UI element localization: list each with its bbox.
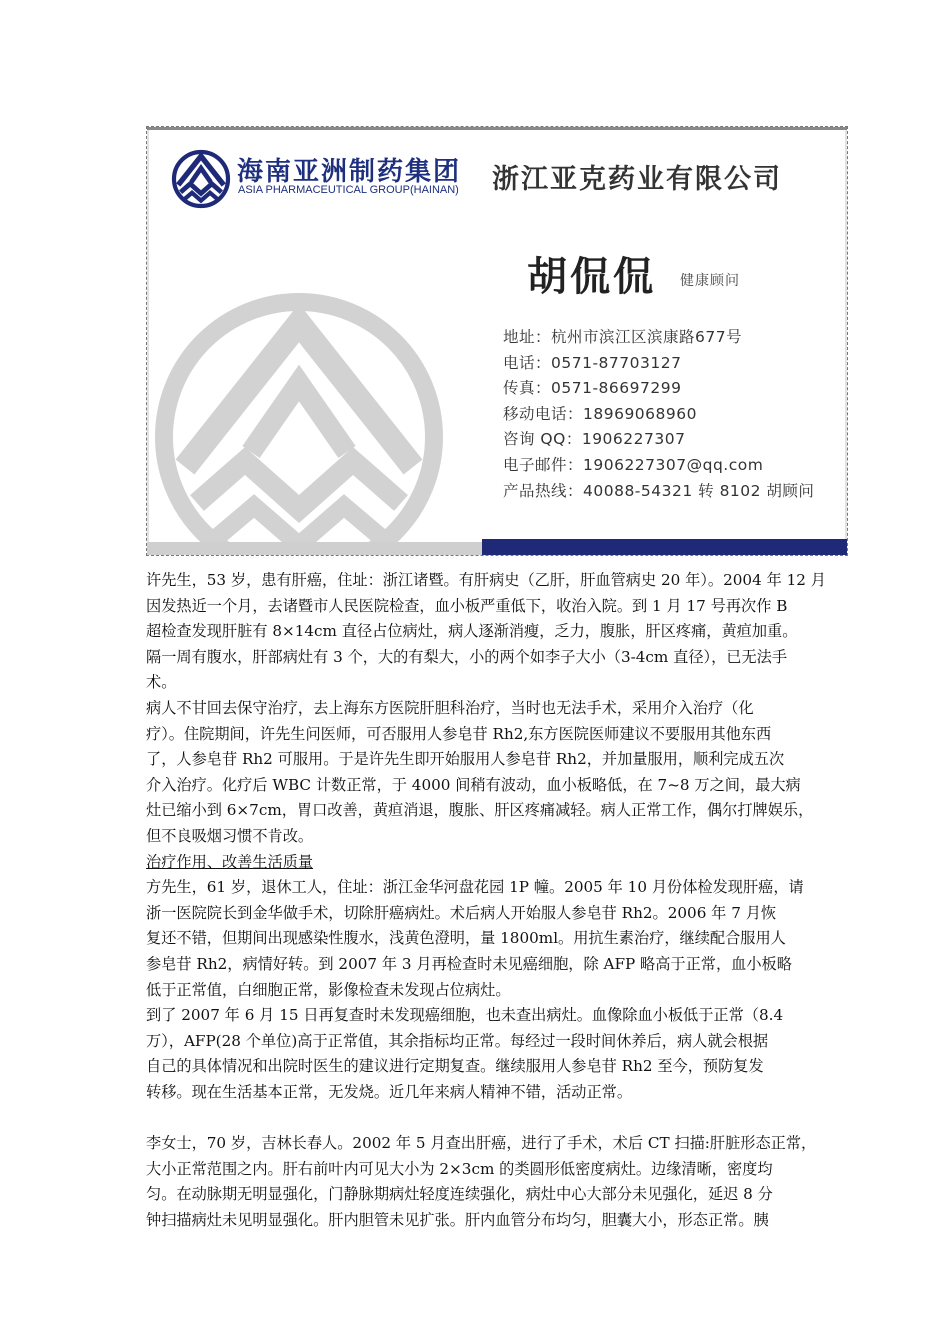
text-line: 方先生，61 岁，退休工人，住址：浙江金华河盘花园 1P 幢。2005 年 10 月份体检发现肝癌，请: [146, 878, 804, 897]
contact-list: [503, 325, 814, 504]
contact-address: 地址：杭州市滨江区滨康路677号: [503, 328, 743, 346]
text-line: 到了 2007 年 6 月 15 日再复查时未发现癌细胞，也未查出病灶。血像除血小板低于正常（8.4: [146, 1006, 784, 1025]
card-bottom-navy-bar: [482, 539, 847, 555]
text-line: 术。: [146, 673, 177, 692]
text-line: 大小正常范围之内。肝右前叶内可见大小为 2×3cm 的类圆形低密度病灶。边缘清晰，密度均: [146, 1159, 773, 1178]
article-body: [146, 568, 836, 1233]
card-bottom-gray-bar: [147, 542, 482, 555]
text-line: 复还不错，但期间出现感染性腹水，浅黄色澄明，量 1800ml。用抗生素治疗，继续配合服用人: [146, 929, 786, 948]
contact-mobile: 移动电话：18969068960: [503, 404, 697, 423]
business-card: [146, 126, 848, 556]
contact-qq: 咨询 QQ：1906227307: [503, 430, 686, 449]
contact-phone: 电话：0571-87703127: [503, 353, 682, 372]
text-line: 病人不甘回去保守治疗，去上海东方医院肝胆科治疗，当时也无法手术，采用介入治疗（化: [146, 698, 754, 717]
contact-fax: 传真：0571-86697299: [503, 379, 682, 398]
person-name: 胡侃侃: [527, 254, 656, 300]
case-fang-paragraph-2: [146, 1003, 836, 1105]
person-title: 健康顾问: [680, 273, 740, 289]
group-name-cn: 海南亚洲制药集团: [237, 157, 462, 187]
case-xu-paragraph-1: [146, 568, 836, 696]
text-line: 疗）。住院期间，许先生问医师，可否服用人参皂苷 Rh2,东方医院医师建议不要服用其他东西: [146, 724, 772, 743]
section-heading: 治疗作用、改善生活质量: [146, 852, 314, 871]
text-line: 万），AFP(28 个单位)高于正常值，其余指标均正常。每经过一段时间休养后，病人就会根据: [146, 1031, 769, 1050]
text-line: 低于正常值，白细胞正常，影像检查未发现占位病灶。: [146, 980, 511, 999]
case-fang-paragraph-1: [146, 875, 836, 1003]
text-line: 介入治疗。化疗后 WBC 计数正常，于 4000 间稍有波动，血小板略低，在 7~8 万之间，最大病: [146, 775, 801, 794]
asia-pharma-logo-icon: [171, 149, 231, 209]
paragraph-spacer: [146, 1105, 836, 1131]
card-top-border: [147, 127, 847, 130]
text-line: 因发热近一个月，去诸暨市人民医院检查，血小板严重低下，收治入院。到 1 月 17 号再次作 B: [146, 596, 788, 615]
text-line: 参皂苷 Rh2，病情好转。到 2007 年 3 月再检查时未见癌细胞，除 AFP 略高于正常，血小板略: [146, 954, 792, 973]
contact-hotline: 产品热线：40088-54321 转 8102 胡顾问: [503, 481, 815, 500]
text-line: 了，人参皂苷 Rh2 可服用。于是许先生即开始服用人参皂苷 Rh2，并加量服用，顺利完成五次: [146, 750, 785, 769]
text-line: 浙一医院院长到金华做手术，切除肝癌病灶。术后病人开始服人参皂苷 Rh2。2006 年 7 月恢: [146, 903, 777, 922]
text-line: 转移。现在生活基本正常，无发烧。近几年来病人精神不错，活动正常。: [146, 1082, 632, 1101]
text-line: 超检查发现肝脏有 8×14cm 直径占位病灶，病人逐渐消瘦，乏力，腹胀，肝区疼痛，黄疸加重。: [146, 622, 798, 641]
case-xu-paragraph-2: [146, 696, 836, 850]
text-line: 许先生，53 岁，患有肝癌，住址：浙江诸暨。有肝病史（乙肝，肝血管病史 20 年）。2004 年 12 月: [146, 571, 826, 589]
contact-email: 电子邮件：1906227307@qq.com: [503, 455, 764, 474]
card-bottom-band: [147, 539, 847, 555]
asia-pharma-watermark-icon: [149, 287, 449, 556]
group-name-en: ASIA PHARMACEUTICAL GROUP(HAINAN): [238, 184, 459, 196]
text-line: 匀。在动脉期无明显强化，门静脉期病灶轻度连续强化，病灶中心大部分未见强化，延迟 8 分: [146, 1185, 773, 1204]
case-li-paragraph: [146, 1131, 836, 1233]
text-line: 李女士，70 岁，吉林长春人。2002 年 5 月查出肝癌，进行了手术，术后 CT 扫描:肝脏形态正常，: [146, 1134, 817, 1153]
company-name: 浙江亚克药业有限公司: [492, 164, 782, 195]
text-line: 自己的具体情况和出院时医生的建议进行定期复查。继续服用人参皂苷 Rh2 至今，预防复发: [146, 1057, 764, 1076]
text-line: 隔一周有腹水，肝部病灶有 3 个，大的有梨大，小的两个如李子大小（3-4cm 直径），已无法手: [146, 647, 788, 666]
text-line: 钟扫描病灶未见明显强化。肝内胆管未见扩张。肝内血管分布均匀，胆囊大小，形态正常。胰: [146, 1210, 769, 1229]
text-line: 灶已缩小到 6×7cm，胃口改善，黄疸消退，腹胀、肝区疼痛减轻。病人正常工作，偶尔打牌娱乐，: [146, 801, 814, 820]
text-line: 但不良吸烟习惯不肯改。: [146, 826, 314, 845]
